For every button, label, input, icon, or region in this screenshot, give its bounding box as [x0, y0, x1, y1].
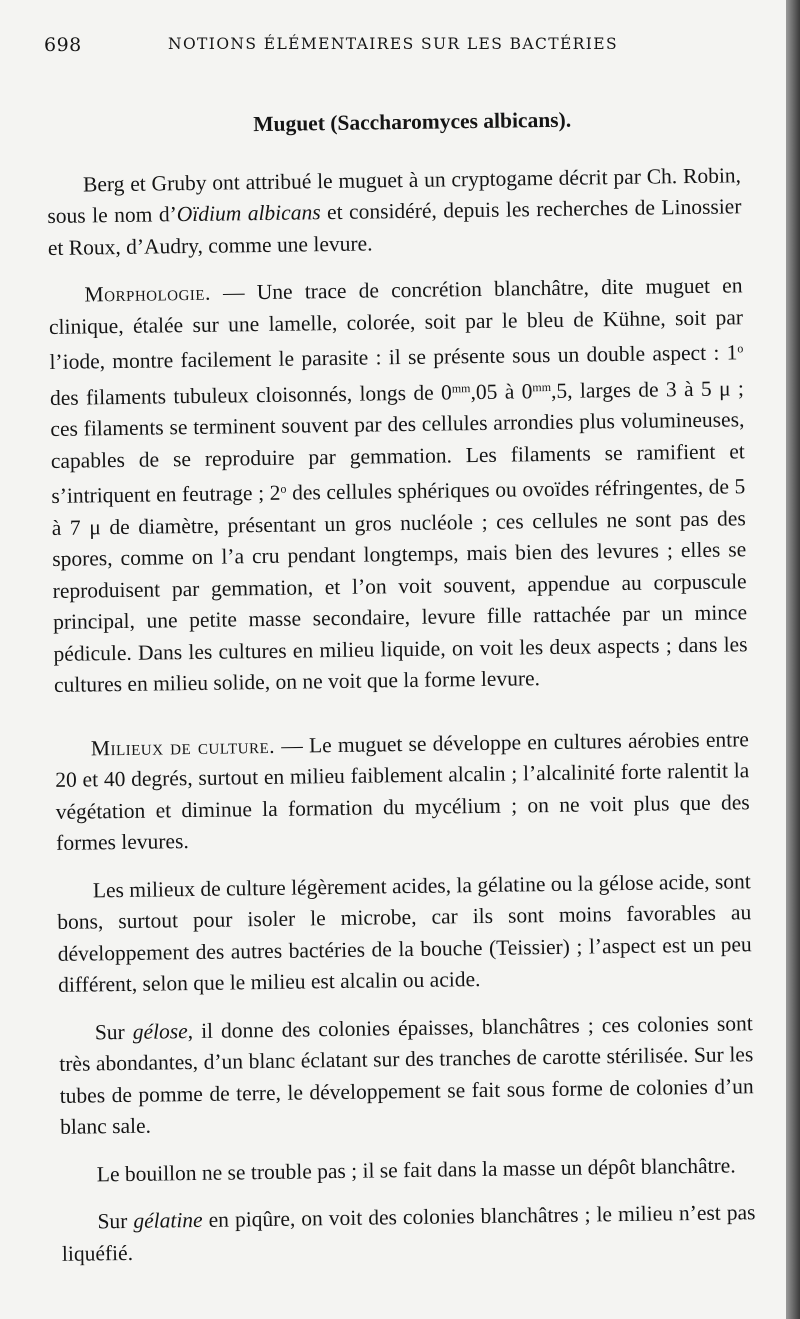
intro-paragraph	[47, 160, 742, 264]
unit-mm: mm	[532, 379, 552, 394]
gelose-text: , il donne des colonies épaisses, blanchâtres ; ces colonies sont très abondantes, d’un blanc éclatant sur des tranches de carotte stérilisée. Sur les tubes de pomme de terre, le développement se fait sous forme de colonies d’un blanc sale.	[59, 1010, 754, 1139]
page-number: 698	[44, 34, 82, 56]
gelatine-text: en piqûre, on voit des colonies blanchâtres ; le milieu n’est pas liquéfié.	[61, 1200, 756, 1266]
ordinal-mark: o	[280, 481, 287, 496]
morphology-paragraph	[48, 270, 748, 701]
gelatine-paragraph	[61, 1197, 756, 1270]
morphology-text-4: ,5, larges de 3 à 5 μ ; ces filaments se terminent souvent par des cellules arrondies plus volumineuses, capables de se reproduire par gemmation. Les filaments se ramifient et s’intriquent en feutrage ; 2	[50, 375, 745, 508]
bouillon-paragraph: Le bouillon ne se trouble pas ; il se fait dans la masse un dépôt blanchâtre.	[96, 1152, 736, 1186]
gelatine-lead: Sur	[97, 1208, 134, 1234]
acid-media-paragraph: Les milieux de culture légèrement acides, la gélatine ou la gélose acide, sont bons, surtout pour isoler le microbe, car ils sont moins favorables au développement des autres bactéries de la bouche (Teissier) ; l’aspect est un peu différent, selon que le milieu est alcalin ou acide.	[57, 868, 752, 997]
culture-media-paragraph	[55, 724, 751, 860]
ordinal-mark: o	[737, 341, 744, 356]
gelatine-term: gélatine	[133, 1207, 203, 1233]
morphology-text-1: — Une trace de concrétion blanchâtre, dite muguet en clinique, étalée sur une lamelle, colorée, soit par le bleu de Kühne, soit par l’iode, montre facilement le parasite : il se présente sous un double aspect : 1	[48, 273, 744, 374]
page-header	[0, 34, 786, 58]
section-title: Muguet (Saccharomyces albicans).	[253, 107, 572, 137]
intro-text: Berg et Gruby ont attribué le muguet à un cryptogame décrit par Ch. Robin, sous le nom d’	[47, 162, 742, 228]
gelose-lead: Sur	[94, 1019, 133, 1044]
culture-media-heading: Milieux de culture.	[90, 733, 276, 760]
intro-text-end: et considéré, depuis les recherches de Linossier et Roux, d’Audry, comme une levure.	[47, 194, 742, 260]
unit-mm: mm	[451, 380, 471, 395]
morphology-text-5: des cellules sphériques ou ovoïdes réfringentes, de 5 à 7 μ de diamètre, présentant un gros nucléole ; ces cellules ne sont pas des spores, comme on l’a cru pendant longtemps, mais bien des levures ; elles se reproduisent par gemmation, et l’on voit souvent, appendue au corpuscule principal, une petite masse secondaire, levure fille rattachée par un mince pédicule. Dans les cultures en milieu liquide, on voit les deux aspects ; dans les cultures en milieu solide, on ne voit que la forme levure.	[51, 474, 748, 697]
page-edge-shadow	[786, 0, 800, 1319]
culture-media-text: — Le muguet se développe en cultures aérobies entre 20 et 40 degrés, surtout en milieu faiblement alcalin ; l’alcalinité forte ralentit la végétation et diminue la formation du mycélium ; on ne voit plus que des formes levures.	[55, 726, 750, 855]
morphology-text-2: des filaments tubuleux cloisonnés, longs de 0	[49, 379, 453, 410]
morphology-heading: Morphologie.	[84, 280, 212, 307]
running-title: NOTIONS ÉLÉMENTAIRES SUR LES BACTÉRIES	[167, 35, 618, 53]
gelose-paragraph	[59, 1008, 755, 1144]
page-body	[46, 102, 756, 1270]
gelose-term: gélose	[132, 1018, 188, 1044]
intro-species: Oïdium albicans	[176, 200, 321, 227]
morphology-text-3: ,05 à 0	[470, 378, 533, 404]
